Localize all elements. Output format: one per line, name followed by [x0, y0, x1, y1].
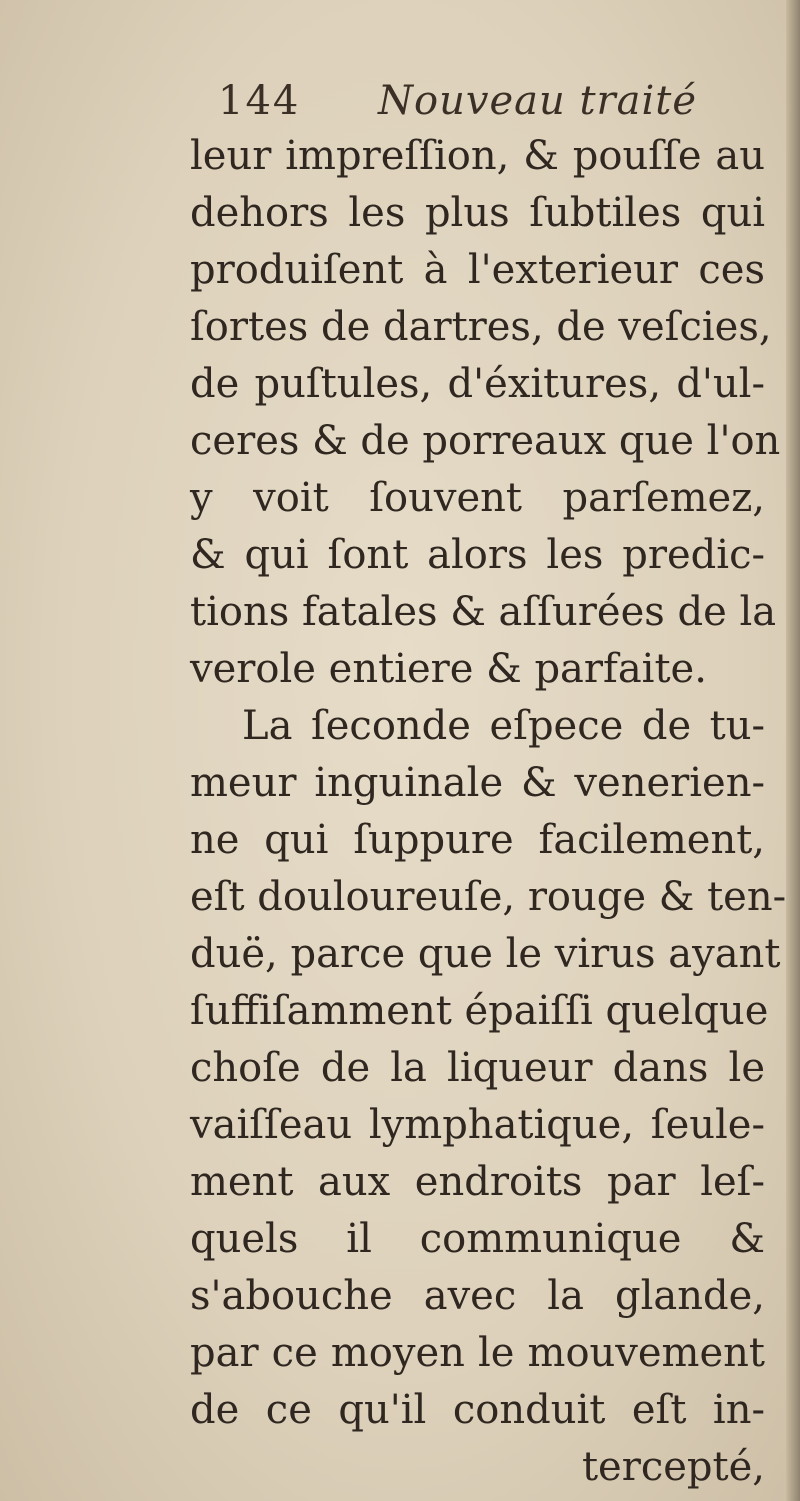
- text-line: produiſent à l'exterieur ces: [190, 247, 765, 293]
- body-text: [190, 128, 787, 1496]
- text-line: choſe de la liqueur dans le: [190, 1045, 765, 1091]
- text-line: quels il communique &: [190, 1216, 765, 1262]
- text-line: duë, parce que le virus ayant: [190, 931, 781, 977]
- text-line: eſt douloureuſe, rouge & ten-: [190, 874, 787, 920]
- paragraph-1: [190, 128, 781, 698]
- page-number: 144: [218, 78, 301, 124]
- text-line: verole entiere & parfaite.: [190, 646, 707, 692]
- text-line: La ſeconde eſpece de tu-: [242, 703, 765, 749]
- text-line: meur inguinale & venerien-: [190, 760, 765, 806]
- text-line: s'abouche avec la glande,: [190, 1273, 765, 1319]
- text-line: vaiſſeau lymphatique, ſeule-: [190, 1102, 765, 1148]
- paragraph-2: [190, 698, 787, 1496]
- text-line: dehors les plus ſubtiles qui: [190, 190, 765, 236]
- text-line: & qui ſont alors les predic-: [190, 532, 765, 578]
- text-line: leur impreſſion, & pouſſe au: [190, 133, 765, 179]
- text-line: de puſtules, d'éxitures, d'ul-: [190, 361, 765, 407]
- text-line: ſortes de dartres, de veſcies,: [190, 304, 772, 350]
- text-line: tions fatales & aſſurées de la: [190, 589, 777, 635]
- text-line: tercepté,: [581, 1444, 765, 1490]
- text-line: ne qui ſuppure facilement,: [190, 817, 765, 863]
- text-line: de ce qu'il conduit eſt in-: [190, 1387, 765, 1433]
- running-title: Nouveau traité: [378, 78, 698, 124]
- text-line: par ce moyen le mouvement: [190, 1330, 765, 1376]
- text-line: y voit ſouvent parſemez,: [190, 475, 765, 521]
- text-line: ceres & de porreaux que l'on: [190, 418, 781, 464]
- text-line: ment aux endroits par leſ-: [190, 1159, 765, 1205]
- page-edge: [786, 0, 800, 1501]
- text-line: ſuffiſamment épaiſſi quelque: [190, 988, 769, 1034]
